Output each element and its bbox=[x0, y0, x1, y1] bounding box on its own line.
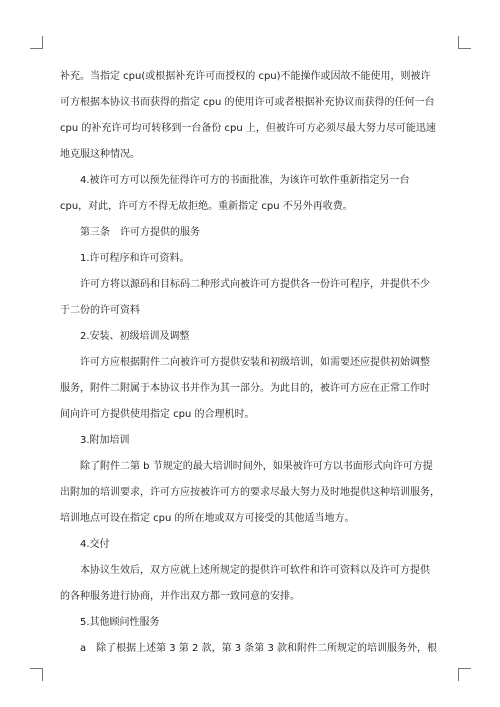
document-line: 地克服这种情况。 bbox=[60, 149, 140, 160]
document-line: 间向许可方提供使用指定 cpu 的合理机时。 bbox=[60, 409, 255, 420]
document-line: a 除了根据上述第 3 第 2 款，第 3 条第 3 款和附件二所规定的培训服务外，根 bbox=[80, 643, 438, 654]
document-line: 于二份的许可资料 bbox=[60, 305, 140, 316]
document-line: 可方根据本协议书而获得的指定 cpu 的使用许可或者根据补充协议而获得的任何一台 bbox=[60, 97, 435, 108]
document-line: 许可方将以源码和目标码二种形式向被许可方提供各一份许可程序，并提供不少 bbox=[80, 279, 430, 290]
document-line: 出附加的培训要求，许可方应按被许可方的要求尽最大努力及时地提供这种培训服务， bbox=[60, 487, 440, 498]
document-body bbox=[60, 64, 444, 662]
document-line: 的各种服务进行协商，并作出双方都一致同意的安排。 bbox=[60, 591, 300, 602]
document-line: 服务，附件二附属于本协议书并作为其一部分。为此目的，被许可方应在正常工作时 bbox=[60, 383, 430, 394]
crop-mark-top-left bbox=[30, 36, 43, 49]
crop-mark-bottom-left bbox=[30, 668, 43, 681]
document-line: cpu，对此，许可方不得无故拒绝。重新指定 cpu 不另外再收费。 bbox=[60, 201, 353, 212]
document-line: 补充。当指定 cpu(或根据补充许可而授权的 cpu)不能操作或因故不能使用，则被许 bbox=[60, 71, 431, 82]
document-line: 第三条 许可方提供的服务 bbox=[80, 227, 200, 238]
document-line: cpu 的补充许可均可转移到一台备份 cpu 上，但被许可方必须尽最大努力尽可能迅速 bbox=[60, 123, 436, 134]
crop-mark-bottom-right bbox=[458, 668, 471, 681]
document-line: 2.安装、初级培训及调整 bbox=[80, 331, 190, 342]
document-line: 4.交付 bbox=[80, 539, 110, 550]
document-line: 4.被许可方可以预先征得许可方的书面批准，为该许可软件重新指定另一台 bbox=[80, 175, 410, 186]
document-line: 许可方应根据附件二向被许可方提供安装和初级培训，如需要还应提供初始调整 bbox=[80, 357, 430, 368]
document-line: 1.许可程序和许可资料。 bbox=[80, 253, 190, 264]
document-line: 本协议生效后，双方应就上述所规定的提供许可软件和许可资料以及许可方提供 bbox=[80, 565, 430, 576]
document-line: 除了附件二第 b 节规定的最大培训时间外，如果被许可方以书面形式向许可方提 bbox=[80, 461, 433, 472]
document-line: 培训地点可设在指定 cpu 的所在地或双方可接受的其他适当地方。 bbox=[60, 513, 355, 524]
document-line: 5.其他顾问性服务 bbox=[80, 617, 160, 628]
document-line: 3.附加培训 bbox=[80, 435, 130, 446]
crop-mark-top-right bbox=[458, 36, 471, 49]
